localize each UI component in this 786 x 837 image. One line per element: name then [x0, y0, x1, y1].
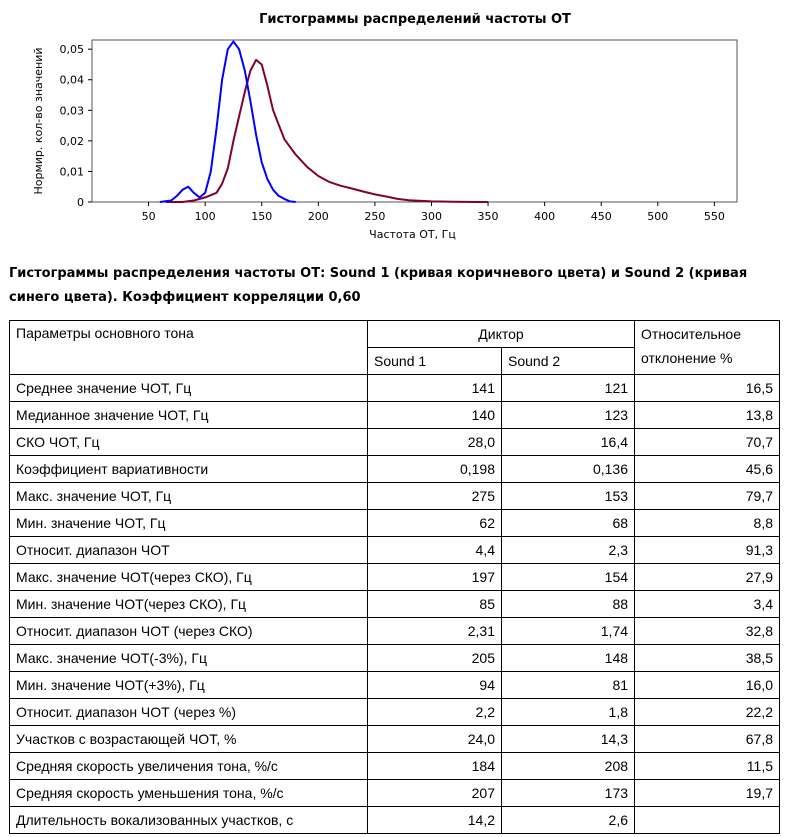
sound1-value-cell: 85: [368, 591, 502, 618]
x-tick-label: 100: [194, 210, 216, 223]
sound1-value-cell: 197: [368, 564, 502, 591]
sound2-value-cell: 0,136: [502, 456, 635, 483]
rel-deviation-cell: 32,8: [635, 618, 780, 645]
x-tick-label: 450: [590, 210, 612, 223]
x-axis-label: Частота ОТ, Гц: [369, 228, 456, 241]
table-row: [10, 429, 780, 456]
param-name-cell: Коэффициент вариативности: [10, 456, 368, 483]
y-tick-label: 0,03: [59, 104, 84, 118]
y-tick-label: 0,02: [59, 134, 84, 148]
sound1-header: Sound 1: [368, 348, 502, 375]
rel-deviation-cell: 11,5: [635, 753, 780, 780]
sound2-value-cell: 173: [502, 780, 635, 807]
param-name-cell: Средняя скорость уменьшения тона, %/с: [10, 780, 368, 807]
param-name-cell: Относит. диапазон ЧОТ (через %): [10, 699, 368, 726]
table-row: [10, 564, 780, 591]
sound2-header: Sound 2: [502, 348, 635, 375]
param-header: Параметры основного тона: [10, 321, 368, 375]
sound1-value-cell: 2,2: [368, 699, 502, 726]
rel-deviation-cell: 3,4: [635, 591, 780, 618]
param-name-cell: Относит. диапазон ЧОТ: [10, 537, 368, 564]
sound1-value-cell: 140: [368, 402, 502, 429]
rel-deviation-cell: 38,5: [635, 645, 780, 672]
x-tick-label: 150: [251, 210, 273, 223]
table-body: [10, 375, 780, 834]
sound2-value-cell: 2,6: [502, 807, 635, 834]
rel-deviation-cell: 79,7: [635, 483, 780, 510]
sound1-value-cell: 184: [368, 753, 502, 780]
sound1-value-cell: 207: [368, 780, 502, 807]
rel-deviation-cell: 91,3: [635, 537, 780, 564]
param-name-cell: Длительность вокализованных участков, с: [10, 807, 368, 834]
sound2-value-cell: 14,3: [502, 726, 635, 753]
sound2-value-cell: 1,74: [502, 618, 635, 645]
rel-deviation-cell: 67,8: [635, 726, 780, 753]
table-row: [10, 699, 780, 726]
rel-deviation-cell: 16,0: [635, 672, 780, 699]
x-tick-label: 200: [307, 210, 329, 223]
x-tick-label: 50: [141, 210, 156, 223]
sound2-value-cell: 121: [502, 375, 635, 402]
sound1-value-cell: 4,4: [368, 537, 502, 564]
pitch-parameters-table: [9, 320, 780, 834]
rel-deviation-cell: 45,6: [635, 456, 780, 483]
x-tick-label: 250: [364, 210, 386, 223]
sound2-value-cell: 208: [502, 753, 635, 780]
y-axis-label: Нормир. кол-во значений: [32, 47, 45, 195]
chart-caption: Гистограммы распределения частоты ОТ: Sound 1 (кривая коричневого цвета) и Sound 2 (кривая синего цвета). Коэффициент корреляции 0,60: [9, 266, 748, 305]
rel-deviation-header: Относительное отклонение %: [635, 321, 780, 375]
sound2-value-cell: 1,8: [502, 699, 635, 726]
param-name-cell: Макс. значение ЧОТ(через СКО), Гц: [10, 564, 368, 591]
rel-deviation-cell: 70,7: [635, 429, 780, 456]
sound2-value-cell: 153: [502, 483, 635, 510]
chart-title: Гистограммы распределений частоты ОТ: [259, 12, 571, 27]
table-row: [10, 618, 780, 645]
histogram-chart: [0, 0, 786, 250]
table-row: [10, 672, 780, 699]
sound1-value-cell: 0,198: [368, 456, 502, 483]
rel-deviation-cell: 19,7: [635, 780, 780, 807]
rel-deviation-cell: 8,8: [635, 510, 780, 537]
sound1-value-cell: 28,0: [368, 429, 502, 456]
y-tick-label: 0: [77, 196, 84, 209]
x-tick-label: 300: [420, 210, 442, 223]
param-name-cell: Мин. значение ЧОТ(+3%), Гц: [10, 672, 368, 699]
param-name-cell: СКО ЧОТ, Гц: [10, 429, 368, 456]
x-tick-label: 550: [703, 210, 725, 223]
table-row: [10, 456, 780, 483]
y-tick-label: 0,04: [59, 73, 84, 87]
sound1-value-cell: 275: [368, 483, 502, 510]
x-tick-label: 500: [647, 210, 669, 223]
sound2-value-cell: 123: [502, 402, 635, 429]
sound1-value-cell: 94: [368, 672, 502, 699]
param-name-cell: Относит. диапазон ЧОТ (через СКО): [10, 618, 368, 645]
speaker-header: Диктор: [368, 321, 635, 348]
sound2-value-cell: 154: [502, 564, 635, 591]
sound1-value-cell: 62: [368, 510, 502, 537]
plot-area-frame: [92, 40, 737, 202]
sound2-value-cell: 148: [502, 645, 635, 672]
rel-deviation-cell: 22,2: [635, 699, 780, 726]
table-row: [10, 753, 780, 780]
x-tick-label: 400: [534, 210, 556, 223]
table-row: [10, 807, 780, 834]
param-name-cell: Мин. значение ЧОТ(через СКО), Гц: [10, 591, 368, 618]
param-name-cell: Участков с возрастающей ЧОТ, %: [10, 726, 368, 753]
table-row: [10, 483, 780, 510]
rel-deviation-cell: 16,5: [635, 375, 780, 402]
rel-deviation-cell: [635, 807, 780, 834]
table-row: [10, 780, 780, 807]
param-name-cell: Медианное значение ЧОТ, Гц: [10, 402, 368, 429]
sound1-value-cell: 205: [368, 645, 502, 672]
table-row: [10, 510, 780, 537]
sound2-value-cell: 68: [502, 510, 635, 537]
sound2-value-cell: 88: [502, 591, 635, 618]
table-row: [10, 591, 780, 618]
sound1-value-cell: 24,0: [368, 726, 502, 753]
table-row: [10, 402, 780, 429]
y-tick-label: 0,01: [59, 165, 84, 179]
sound1-value-cell: 2,31: [368, 618, 502, 645]
sound2-value-cell: 16,4: [502, 429, 635, 456]
sound2-value-cell: 81: [502, 672, 635, 699]
rel-deviation-cell: 27,9: [635, 564, 780, 591]
sound2-value-cell: 2,3: [502, 537, 635, 564]
sound1-value-cell: 141: [368, 375, 502, 402]
chart-plot: [0, 0, 786, 250]
param-name-cell: Среднее значение ЧОТ, Гц: [10, 375, 368, 402]
sound1-value-cell: 14,2: [368, 807, 502, 834]
table-row: [10, 375, 780, 402]
x-tick-label: 350: [477, 210, 499, 223]
table-row: [10, 645, 780, 672]
param-name-cell: Макс. значение ЧОТ, Гц: [10, 483, 368, 510]
rel-deviation-cell: 13,8: [635, 402, 780, 429]
table-row: [10, 726, 780, 753]
param-name-cell: Средняя скорость увеличения тона, %/с: [10, 753, 368, 780]
param-name-cell: Мин. значение ЧОТ, Гц: [10, 510, 368, 537]
y-tick-label: 0,05: [59, 43, 84, 57]
param-name-cell: Макс. значение ЧОТ(-3%), Гц: [10, 645, 368, 672]
table-row: [10, 537, 780, 564]
